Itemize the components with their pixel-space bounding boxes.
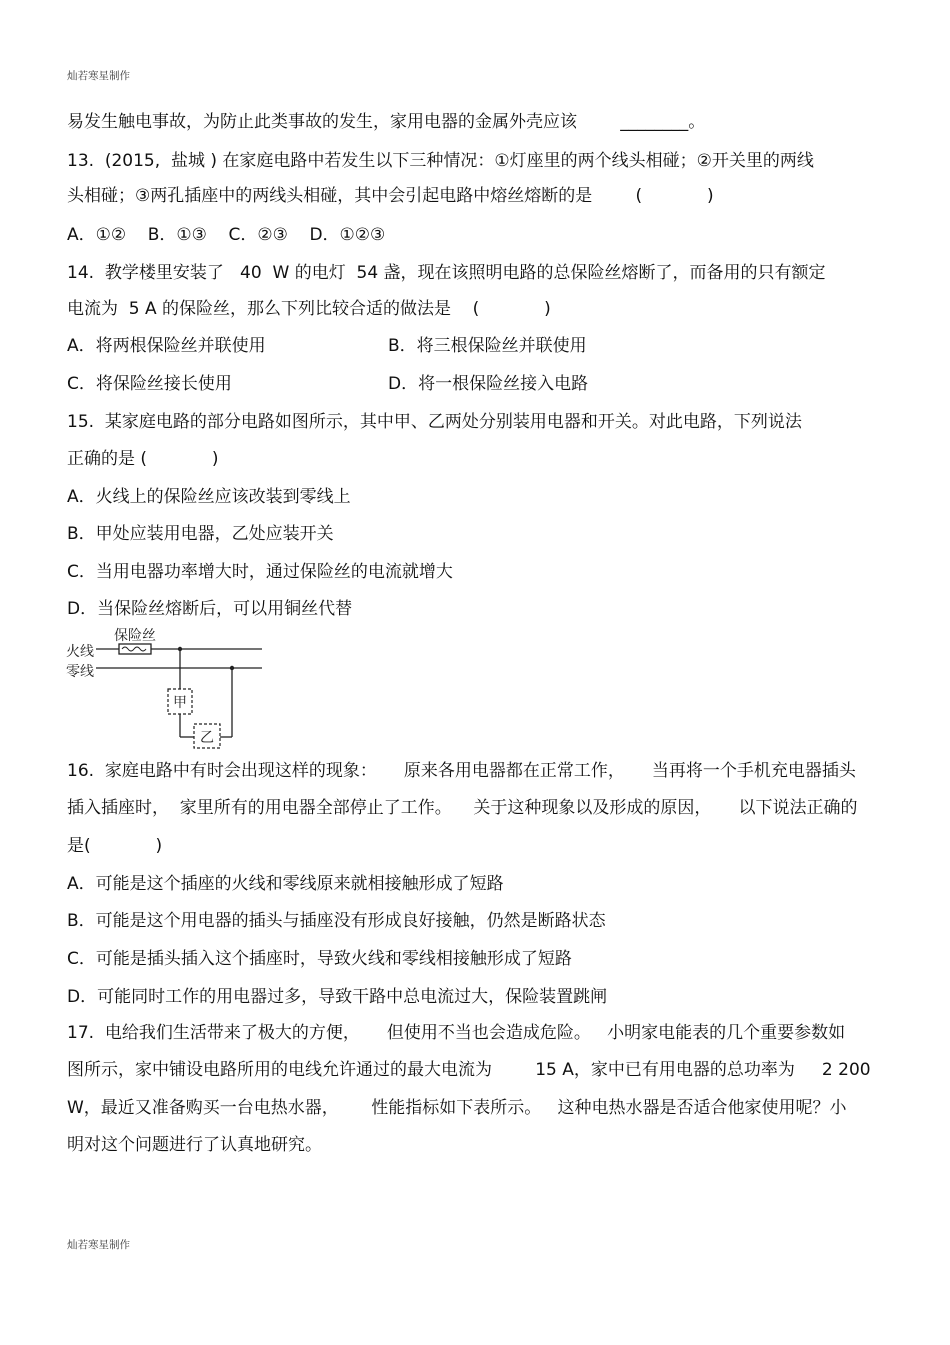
text-line: D．当保险丝熔断后，可以用铜丝代替 xyxy=(67,599,353,619)
text-line: 是( ) xyxy=(67,836,163,856)
option-c: C．将保险丝接长使用 xyxy=(67,374,232,394)
text-line: 图所示，家中铺设电路所用的电线允许通过的最大电流为 15 A，家中已有用电器的总功率为 2 200 xyxy=(67,1060,871,1080)
text-line: 明对这个问题进行了认真地研究。 xyxy=(67,1135,322,1155)
text-line: W，最近又准备购买一台电热水器， 性能指标如下表所示。 这种电热水器是否适合他家使用呢？小 xyxy=(67,1098,847,1118)
page-footer: 灿若寒星制作 xyxy=(67,1239,130,1251)
box-yi-label: 乙 xyxy=(200,730,214,746)
fuse-symbol xyxy=(119,644,151,654)
text-line: 头相碰；③两孔插座中的两线头相碰，其中会引起电路中熔丝熔断的是 ( ) xyxy=(67,186,714,206)
text-line: B．可能是这个用电器的插头与插座没有形成良好接触，仍然是断路状态 xyxy=(67,911,606,931)
fuse-label: 保险丝 xyxy=(114,628,156,644)
option-d: D．将一根保险丝接入电路 xyxy=(388,374,589,394)
text-line: 15. 某家庭电路的部分电路如图所示，其中甲、乙两处分别装用电器和开关。对此电路，下列说法 xyxy=(67,412,802,432)
text-line: 插入插座时， 家里所有的用电器全部停止了工作。 关于这种现象以及形成的原因， 以下说法正确的 xyxy=(67,798,858,818)
neutral-wire-label: 零线 xyxy=(66,664,94,680)
option-a: A．将两根保险丝并联使用 xyxy=(67,336,266,356)
page-header: 灿若寒星制作 xyxy=(67,70,130,82)
text-line: C．可能是插头插入这个插座时，导致火线和零线相接触形成了短路 xyxy=(67,949,572,969)
text-line: A．①② B．①③ C．②③ D．①②③ xyxy=(67,225,386,245)
text-line: D．可能同时工作的用电器过多，导致干路中总电流过大，保险装置跳闸 xyxy=(67,987,608,1007)
live-wire-label: 火线 xyxy=(66,644,94,660)
text-line: 电流为 5 A 的保险丝，那么下列比较合适的做法是 ( ) xyxy=(67,299,551,319)
text-line: 16. 家庭电路中有时会出现这样的现象： 原来各用电器都在正常工作， 当再将一个手机充电器插头 xyxy=(67,761,856,781)
text-line: A．可能是这个插座的火线和零线原来就相接触形成了短路 xyxy=(67,874,504,894)
text-line: 正确的是 ( ) xyxy=(67,449,219,469)
box-jia-label: 甲 xyxy=(173,695,187,711)
text-line: A．火线上的保险丝应该改装到零线上 xyxy=(67,487,351,507)
circuit-diagram xyxy=(64,627,274,751)
text-line: 14. 教学楼里安装了 40 W 的电灯 54 盏，现在该照明电路的总保险丝熔断了，而备用的只有额定 xyxy=(67,263,826,283)
text-line: 易发生触电事故，为防止此类事故的发生，家用电器的金属外壳应该 ________。 xyxy=(67,112,706,132)
text-line: 13. (2015, 盐城 ) 在家庭电路中若发生以下三种情况：①灯座里的两个线头相碰；②开关里的两线 xyxy=(67,151,814,171)
text-line: 17. 电给我们生活带来了极大的方便， 但使用不当也会造成危险。 小明家电能表的几个重要参数如 xyxy=(67,1023,846,1043)
text-line: B．甲处应装用电器，乙处应装开关 xyxy=(67,524,334,544)
option-b: B．将三根保险丝并联使用 xyxy=(388,336,587,356)
text-line: C．当用电器功率增大时，通过保险丝的电流就增大 xyxy=(67,562,453,582)
